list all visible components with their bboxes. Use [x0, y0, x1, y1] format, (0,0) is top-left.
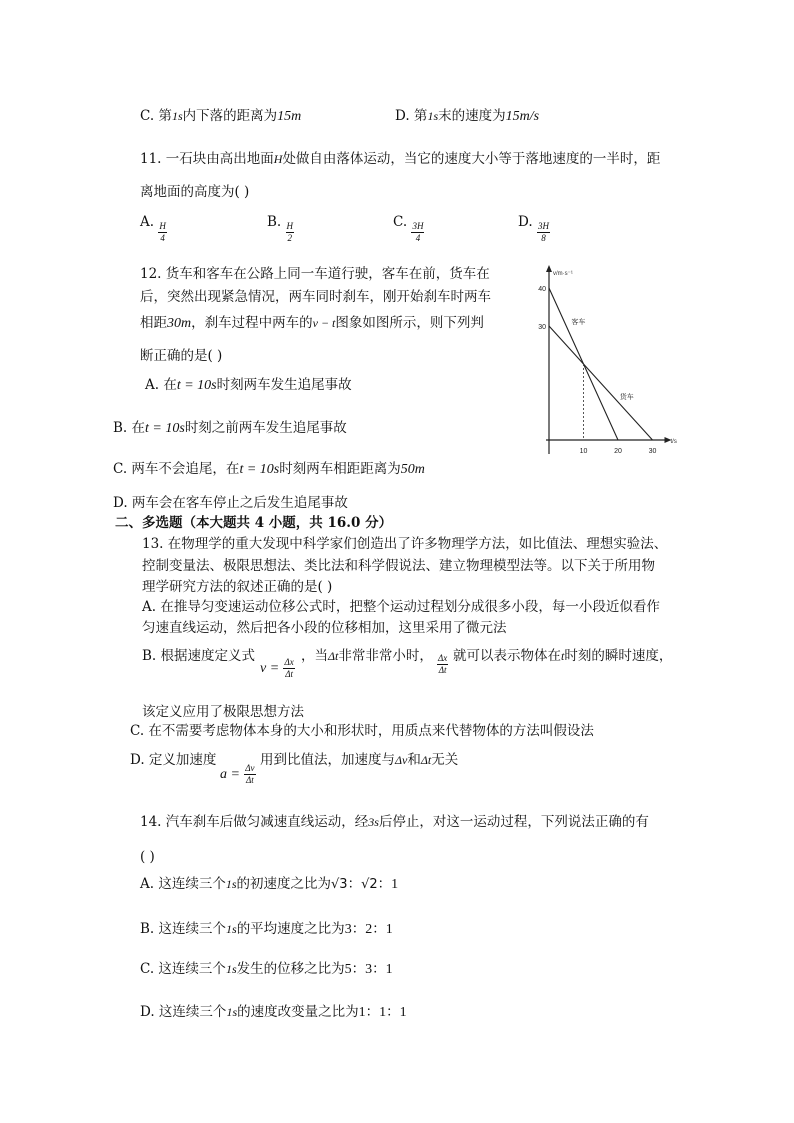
q13-b-num: Δx: [284, 657, 294, 667]
q13-option-d-tail: [260, 751, 458, 769]
q14-d-r3: 1: [399, 1005, 407, 1020]
q11-d-den: 8: [541, 233, 546, 243]
q12-a-eq: t = 10s: [176, 378, 217, 393]
q14-l2: ( ): [140, 849, 155, 865]
series-label-2: 货车: [619, 393, 634, 401]
q14-c-mid: 发生的位移之比为: [236, 961, 345, 977]
q10-option-c: [140, 107, 301, 126]
q14-c-pre: C. 这连续三个: [140, 961, 226, 977]
q14-line2: [140, 848, 155, 866]
q13-d-dt: Δt: [420, 753, 432, 767]
q11-option-c: [393, 211, 424, 243]
q11-d-num: 3H: [537, 221, 549, 231]
q11-h: H: [273, 152, 283, 166]
q14-a-r3: 1: [391, 877, 399, 892]
q11-b-fraction: [286, 221, 295, 244]
q12-option-c: [113, 460, 425, 479]
q13-b-num2: Δx: [438, 653, 448, 663]
q14-b-t: 1s: [226, 922, 237, 936]
q14-d-colon1: ：: [365, 1004, 380, 1020]
q13-option-a-line1: [142, 598, 660, 616]
q11-a-num: H: [159, 221, 166, 231]
q11-a-fraction: [158, 221, 167, 244]
q12-vt: v − t: [312, 316, 336, 330]
y-axis-arrow: [546, 265, 552, 272]
q14-option-d: [140, 1003, 407, 1022]
q12-line4: [140, 347, 222, 365]
q12-line1-text: 12. 货车和客车在公路上同一车道行驶，客车在前，货车在: [140, 266, 490, 282]
q14-b-colon1: ：: [351, 921, 366, 937]
q11-option-a: [140, 211, 167, 243]
x-tick-label: 30: [648, 448, 657, 455]
q13-d-dv: Δv: [395, 753, 408, 767]
series-line-2: [549, 326, 653, 440]
q14-c-r2: 3: [365, 962, 373, 977]
q13-d-a: a =: [220, 767, 240, 782]
q14-b-colon2: ：: [372, 921, 386, 937]
q13-option-d-formula: [220, 763, 256, 786]
q14-c-r3: 1: [385, 962, 393, 977]
q14-d-r2: 1: [379, 1005, 387, 1020]
q14-b-r3: 1: [385, 922, 393, 937]
q12-c-val: 50m: [400, 462, 425, 477]
q10-d-label: D. 第: [395, 108, 428, 124]
y-tick-label: 40: [538, 286, 546, 293]
q10-option-d: [395, 107, 539, 126]
q14-b-r1: 3: [344, 922, 352, 937]
q13-b-den: Δt: [285, 669, 293, 679]
q11-c-fraction: [411, 221, 424, 244]
q14-d-colon2: ：: [386, 1004, 400, 1020]
q12-a-post: 时刻两车发生追尾事故: [216, 377, 352, 393]
q11-stem-b: 处做自由落体运动，当它的速度大小等于落地速度的一半时，距: [282, 151, 661, 167]
q14-option-b: [140, 920, 393, 939]
q14-a-t: 1s: [225, 877, 237, 891]
q13-b2: 该定义应用了极限思想方法: [142, 704, 304, 720]
q11-stem-c: 离地面的高度为( ): [140, 184, 250, 200]
section2-title: [115, 514, 392, 532]
q13-b-t: t: [561, 649, 565, 663]
chart-axes: [538, 265, 677, 455]
q11-option-d: [518, 211, 550, 243]
q13-l2: 控制变量法、极限思想法、类比法和科学假说法、建立物理模型法等。以下关于所用物: [142, 558, 655, 574]
q13-line2: [142, 557, 655, 575]
q14-l1-post: 后停止，对这一运动过程，下列说法正确的有: [378, 814, 649, 830]
q11-b-num: H: [286, 221, 294, 231]
q14-c-colon2: ：: [372, 961, 386, 977]
q13-d-mid: 用到比值法，加速度与: [260, 752, 395, 768]
q11-b-den: 2: [287, 233, 293, 243]
q13-b-den2: Δt: [438, 665, 447, 675]
q11-d-label: D.: [518, 214, 533, 230]
q13-d-den: Δt: [245, 775, 254, 785]
q12-option-d: [113, 494, 348, 512]
q14-option-a: [140, 875, 398, 894]
q14-a-r1: √3: [331, 877, 348, 892]
q12-b-eq: t = 10s: [145, 421, 185, 436]
q13-b-mid2: 非常非常小时，: [338, 648, 433, 664]
q12-line3-b: ，刹车过程中两车的: [191, 315, 313, 331]
q10-d-mid: 末的速度为: [438, 108, 506, 124]
q13-d-post: 无关: [431, 752, 459, 768]
q13-l3: 理学研究方法的叙述正确的是( ): [142, 579, 333, 595]
q13-b-v: v =: [260, 661, 280, 676]
q11-c-label: C.: [393, 214, 408, 230]
q11-d-fraction: [537, 221, 550, 244]
y-axis-label: v/m·s⁻¹: [553, 271, 573, 277]
q11-a-den: 4: [160, 233, 165, 243]
q12-line1: [140, 265, 490, 283]
q14-option-c: [140, 960, 393, 979]
q13-option-d: [130, 751, 216, 769]
q14-b-pre: B. 这连续三个: [140, 921, 227, 937]
q12-line3: [140, 314, 484, 333]
q12-line2-text: 后，突然出现紧急情况，两车同时刹车，刚开始刹车时两车: [140, 289, 491, 305]
q13-c: C. 在不需要考虑物体本身的大小和形状时，用质点来代替物体的方法叫假设法: [130, 723, 594, 739]
q14-c-colon1: ：: [351, 961, 366, 977]
q12-distance: 30m: [167, 316, 192, 331]
q14-a-colon1: ：: [347, 876, 362, 892]
q11-option-b: [267, 211, 294, 243]
q14-b-r2: 2: [365, 922, 373, 937]
q14-b-mid: 的平均速度之比为: [236, 921, 345, 937]
q14-c-t: 1s: [225, 962, 237, 976]
q14-d-mid: 的速度改变量之比为: [237, 1004, 359, 1020]
q14-l1-t: 3s: [368, 815, 379, 829]
q13-d-and: 和: [407, 752, 421, 768]
q12-d-text: D. 两车会在客车停止之后发生追尾事故: [113, 495, 348, 511]
x-tick-label: 10: [579, 448, 588, 455]
q10-d-t: 1s: [427, 109, 439, 123]
q11-a-label: A.: [140, 214, 155, 230]
x-tick-label: 20: [614, 448, 622, 455]
q12-line4-text: 断正确的是( ): [140, 348, 223, 364]
q13-b-post: 时刻的瞬时速度，: [564, 648, 673, 664]
q13-b-dt: Δt: [328, 649, 339, 663]
q10-c-val: 15m: [277, 109, 302, 124]
q11-stem-line1: [140, 150, 660, 168]
q12-line2: [140, 288, 491, 306]
q13-option-b-fraction2: [437, 653, 448, 676]
q11-c-den: 4: [415, 233, 421, 243]
q12-a-pre: A. 在: [145, 377, 177, 393]
section2-title-text: 二、多选题（本大题共 4 小题，共 16.0 分）: [115, 515, 393, 531]
q14-line1: [140, 813, 649, 831]
q13-b-fraction2: [437, 653, 448, 676]
q13-l1: 13. 在物理学的重大发现中科学家们创造出了许多物理学方法，如比值法、理想实验法、: [142, 536, 668, 552]
q12-b-post: 时刻之前两车发生追尾事故: [184, 420, 347, 436]
q14-a-mid: 的初速度之比为: [236, 876, 332, 892]
q13-option-b-line2: [142, 703, 304, 721]
q14-d-pre: D. 这连续三个: [140, 1004, 227, 1020]
q13-option-b-formula: [260, 657, 295, 680]
q12-b-pre: B. 在: [113, 420, 146, 436]
q13-option-b-tail: [453, 647, 672, 665]
q14-d-t: 1s: [226, 1005, 238, 1019]
q12-line3-c: 图象如图所示，则下列判: [335, 315, 484, 331]
q13-option-b-mid: [301, 647, 433, 665]
x-axis-label: t/s: [670, 439, 677, 445]
q13-d-fraction: [244, 763, 255, 786]
q10-c-label: C. 第: [140, 108, 172, 124]
q12-c-eq: t = 10s: [239, 462, 280, 477]
q11-c-num: 3H: [412, 221, 424, 231]
q13-line1: [142, 535, 667, 553]
q13-b-mid1: ，当: [301, 648, 328, 664]
q11-stem-a: 11. 一石块由高出地面: [140, 151, 274, 167]
q10-c-t: 1s: [171, 109, 183, 123]
q13-d-num: Δv: [245, 763, 255, 773]
vt-chart: [525, 262, 675, 462]
q13-option-b-line1: [142, 647, 255, 665]
q12-line3-a: 相距: [140, 315, 167, 331]
q14-a-r2: √2: [361, 877, 378, 892]
q14-l1-pre: 14. 汽车刹车后做匀减速直线运动，经: [140, 814, 369, 830]
q12-option-b: [113, 419, 347, 438]
q13-a2: 匀速直线运动，然后把各小段的位移相加，这里采用了微元法: [142, 620, 507, 636]
q13-option-c: [130, 722, 594, 740]
q12-option-a: [145, 376, 352, 395]
q13-b-pre: B. 根据速度定义式: [142, 648, 256, 664]
q11-b-label: B.: [267, 214, 282, 230]
q14-a-colon2: ：: [377, 876, 392, 892]
q12-c-post: 时刻两车相距距离为: [279, 461, 401, 477]
y-tick-label: 30: [538, 324, 546, 331]
chart-marks: [549, 288, 653, 440]
q11-stem-line2: [140, 183, 249, 201]
q13-line3: [142, 578, 332, 596]
q13-option-a-line2: [142, 619, 507, 637]
q13-b-mid3: 就可以表示物体在: [453, 648, 561, 664]
q10-d-val: 15m/s: [505, 109, 540, 124]
q14-a-pre: A. 这连续三个: [140, 876, 226, 892]
q10-c-mid: 内下落的距离为: [182, 108, 278, 124]
q14-d-r1: 1: [358, 1005, 366, 1020]
q13-d-pre: D. 定义加速度: [130, 752, 217, 768]
q12-c-pre: C. 两车不会追尾，在: [113, 461, 240, 477]
q13-b-fraction: [283, 657, 294, 680]
q13-a1: A. 在推导匀变速运动位移公式时，把整个运动过程划分成很多小段，每一小段近似看作: [142, 599, 660, 615]
q14-c-r1: 5: [344, 962, 352, 977]
series-label-1: 客车: [571, 319, 586, 327]
